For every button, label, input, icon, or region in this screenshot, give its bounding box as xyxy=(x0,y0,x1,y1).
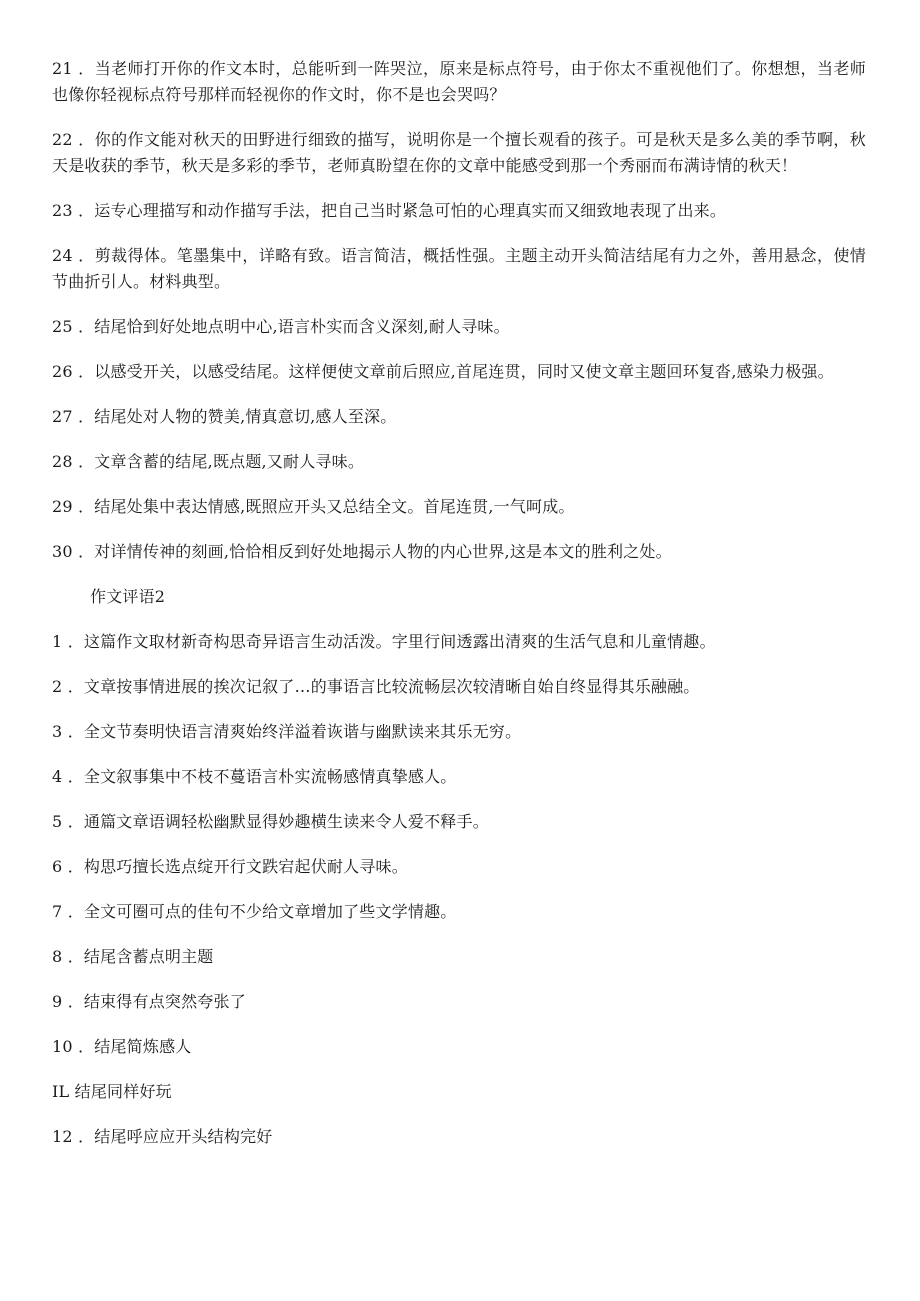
comment-2-3 xyxy=(52,719,866,745)
item-number: 29 xyxy=(52,497,73,516)
item-text: ．文章含蓄的结尾,既点题,又耐人寻味。 xyxy=(78,452,365,471)
comment-2-2 xyxy=(52,674,866,700)
comment-28 xyxy=(52,449,866,475)
item-number: 6 xyxy=(52,857,63,876)
item-number: 27 xyxy=(52,407,73,426)
item-number: 24 xyxy=(52,246,73,265)
item-text: ．结尾含蓄点明主题 xyxy=(67,947,214,966)
item-text: ．结束得有点突然夸张了 xyxy=(67,992,246,1011)
item-number: 21 xyxy=(52,59,73,78)
item-text: ．当老师打开你的作文本时，总能听到一阵哭泣，原来是标点符号，由于你太不重视他们了。你想想，当老师也像你轻视标点符号那样而轻视你的作文时，你不是也会哭吗？ xyxy=(52,59,866,104)
comment-30 xyxy=(52,539,866,565)
item-text: ．这篇作文取材新奇构思奇异语言生动活泼。字里行间透露出清爽的生活气息和儿童情趣。 xyxy=(67,632,716,651)
item-text: ．以感受开关，以感受结尾。这样便使文章前后照应,首尾连贯，同时又使文章主题回环复沓,感染力极强。 xyxy=(78,362,834,381)
item-text: ．结尾呼应应开头结构完好 xyxy=(78,1127,273,1146)
item-text: ．结尾处对人物的赞美,情真意切,感人至深。 xyxy=(78,407,397,426)
comment-23 xyxy=(52,198,866,224)
comment-22 xyxy=(52,127,866,179)
section-heading: 作文评语2 xyxy=(90,587,166,606)
comment-2-8 xyxy=(52,944,866,970)
item-number: 10 xyxy=(52,1037,73,1056)
comment-2-9 xyxy=(52,989,866,1015)
item-number: 5 xyxy=(52,812,63,831)
comment-29 xyxy=(52,494,866,520)
item-number: 30 xyxy=(52,542,73,561)
item-number: 12 xyxy=(52,1127,73,1146)
comment-26 xyxy=(52,359,866,385)
item-number: 8 xyxy=(52,947,63,966)
comment-2-12 xyxy=(52,1124,866,1150)
item-text: ．结尾简炼感人 xyxy=(78,1037,192,1056)
item-text: ．构思巧擅长选点绽开行文跌宕起伏耐人寻味。 xyxy=(67,857,408,876)
comment-2-1 xyxy=(52,629,866,655)
comment-2-11 xyxy=(52,1079,866,1105)
item-number: 26 xyxy=(52,362,73,381)
comment-2-7 xyxy=(52,899,866,925)
comment-2-4 xyxy=(52,764,866,790)
item-text: 结尾同样好玩 xyxy=(74,1082,172,1101)
comment-25 xyxy=(52,314,866,340)
document-page xyxy=(52,56,866,1169)
item-text: ．通篇文章语调轻松幽默显得妙趣横生读来令人爱不释手。 xyxy=(67,812,489,831)
comment-24 xyxy=(52,243,866,295)
comment-27 xyxy=(52,404,866,430)
item-number: 3 xyxy=(52,722,63,741)
item-text: ．全文节奏明快语言清爽始终洋溢着诙谐与幽默读来其乐无穷。 xyxy=(67,722,522,741)
item-text: ．结尾处集中表达情感,既照应开头又总结全文。首尾连贯,一气呵成。 xyxy=(78,497,575,516)
item-number: 4 xyxy=(52,767,63,786)
item-text: ．全文可圈可点的佳句不少给文章增加了些文学情趣。 xyxy=(67,902,457,921)
item-text: ．对详情传神的刻画,恰恰相反到好处地揭示人物的内心世界,这是本文的胜利之处。 xyxy=(78,542,672,561)
item-number: 2 xyxy=(52,677,63,696)
item-number: 9 xyxy=(52,992,63,1011)
item-text: ．运专心理描写和动作描写手法，把自己当时紧急可怕的心理真实而又细致地表现了出来。 xyxy=(78,201,727,220)
item-text: ．剪裁得体。笔墨集中，详略有致。语言简洁，概括性强。主题主动开头简洁结尾有力之外，善用悬念，使情节曲折引人。材料典型。 xyxy=(52,246,866,291)
item-number: 7 xyxy=(52,902,63,921)
comment-2-5 xyxy=(52,809,866,835)
item-number: 25 xyxy=(52,317,73,336)
item-text: ．文章按事情进展的挨次记叙了…的事语言比较流畅层次较清晰自始自终显得其乐融融。 xyxy=(67,677,700,696)
comment-2-6 xyxy=(52,854,866,880)
item-number: 22 xyxy=(52,130,73,149)
item-text: ．全文叙事集中不枝不蔓语言朴实流畅感情真挚感人。 xyxy=(67,767,457,786)
comment-2-10 xyxy=(52,1034,866,1060)
item-text: ．结尾恰到好处地点明中心,语言朴实而含义深刻,耐人寻味。 xyxy=(78,317,510,336)
comment-21 xyxy=(52,56,866,108)
item-number: 28 xyxy=(52,452,73,471)
item-number: IL xyxy=(52,1082,70,1101)
item-number: 1 xyxy=(52,632,63,651)
item-number: 23 xyxy=(52,201,73,220)
item-text: ．你的作文能对秋天的田野进行细致的描写，说明你是一个擅长观看的孩子。可是秋天是多么美的季节啊，秋天是收获的季节，秋天是多彩的季节，老师真盼望在你的文章中能感受到那一个秀丽而布满诗情的秋天！ xyxy=(52,130,866,175)
